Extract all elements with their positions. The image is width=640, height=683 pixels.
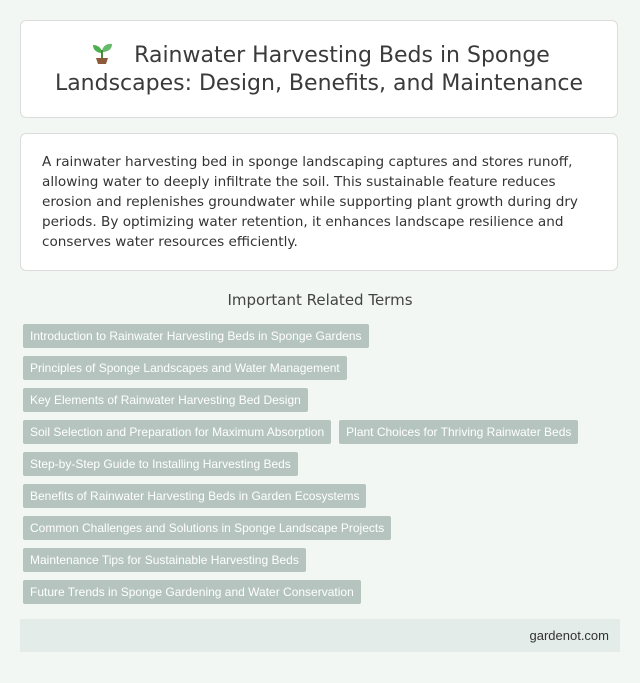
related-terms-list (23, 324, 623, 604)
related-term-tag[interactable]: Plant Choices for Thriving Rainwater Beds (339, 420, 578, 444)
page-title (21, 41, 617, 98)
related-term-tag[interactable]: Principles of Sponge Landscapes and Water Management (23, 356, 347, 380)
sprout-icon (88, 41, 116, 65)
summary-card (20, 133, 618, 271)
related-terms-heading: Important Related Terms (227, 291, 413, 309)
related-term-tag[interactable]: Maintenance Tips for Sustainable Harvesting Beds (23, 548, 306, 572)
footer-site-link[interactable]: gardenot.com (529, 628, 609, 643)
related-term-tag[interactable]: Benefits of Rainwater Harvesting Beds in Garden Ecosystems (23, 484, 366, 508)
related-term-tag[interactable]: Step-by-Step Guide to Installing Harvesting Beds (23, 452, 298, 476)
summary-text: A rainwater harvesting bed in sponge landscaping captures and stores runoff, allowing water to deeply infiltrate the soil. This sustainable feature reduces erosion and replenishes groundwater while supporting plant growth during dry periods. By optimizing water retention, it enhances landscape resilience and conserves water resources efficiently. (42, 154, 578, 250)
related-term-tag[interactable]: Introduction to Rainwater Harvesting Beds in Sponge Gardens (23, 324, 369, 348)
related-term-tag[interactable]: Common Challenges and Solutions in Sponge Landscape Projects (23, 516, 391, 540)
related-term-tag[interactable]: Future Trends in Sponge Gardening and Water Conservation (23, 580, 361, 604)
related-term-tag[interactable]: Key Elements of Rainwater Harvesting Bed Design (23, 388, 308, 412)
related-term-tag[interactable]: Soil Selection and Preparation for Maximum Absorption (23, 420, 331, 444)
title-card (20, 20, 618, 118)
footer (20, 619, 620, 652)
page-title-text: Rainwater Harvesting Beds in Sponge Landscapes: Design, Benefits, and Maintenance (54, 42, 584, 96)
